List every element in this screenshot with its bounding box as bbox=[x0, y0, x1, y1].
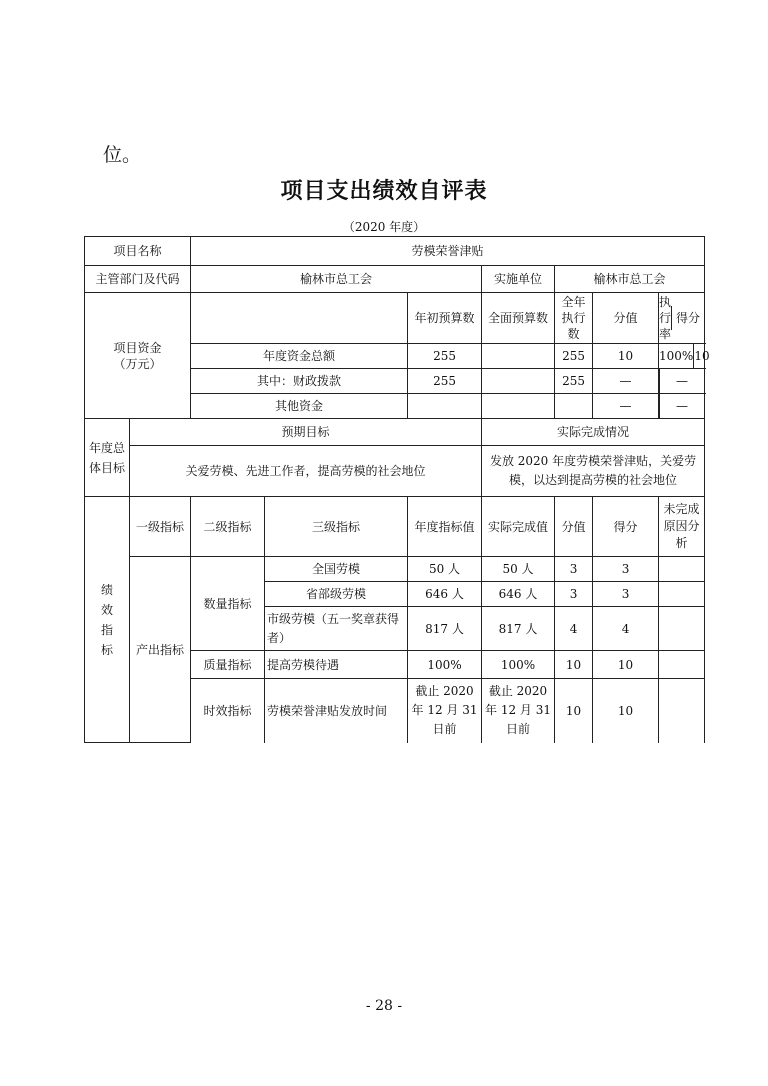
perf-reason bbox=[659, 557, 705, 582]
funds-row-executed: 255 bbox=[555, 369, 593, 394]
funds-row-split bbox=[659, 344, 710, 368]
funds-row-executed bbox=[555, 394, 593, 419]
dept-value: 榆林市总工会 bbox=[191, 266, 482, 293]
perf-score: 4 bbox=[593, 607, 659, 651]
perf-score-value: 3 bbox=[555, 557, 593, 582]
dept-label: 主管部门及代码 bbox=[85, 266, 191, 293]
funds-row-score: 10 bbox=[694, 349, 710, 363]
funds-row-full bbox=[482, 394, 555, 419]
year-label: （2020 年度） bbox=[342, 220, 426, 234]
perf-reason bbox=[659, 582, 705, 607]
performance-table bbox=[84, 236, 710, 743]
impl-label: 实施单位 bbox=[482, 266, 555, 293]
table-row bbox=[85, 557, 705, 582]
funds-header-rate: 执行率 bbox=[659, 295, 672, 341]
lead-text: 位。 bbox=[103, 144, 142, 166]
impl-value: 榆林市总工会 bbox=[555, 266, 705, 293]
funds-row-label: 其中：财政拨款 bbox=[191, 369, 408, 394]
funds-row-full bbox=[482, 369, 555, 394]
project-name-label: 项目名称 bbox=[85, 237, 191, 266]
goal-label: 年度总 体目标 bbox=[85, 419, 130, 497]
project-name-value: 劳模荣誉津贴 bbox=[191, 237, 705, 266]
funds-row-full bbox=[482, 344, 555, 369]
funds-row-label: 其他资金 bbox=[191, 394, 408, 419]
row-dept bbox=[85, 266, 705, 293]
funds-label: 项目资金 （万元） bbox=[85, 293, 191, 419]
funds-row-score: — bbox=[676, 399, 689, 413]
row-project-name bbox=[85, 237, 705, 266]
row-goal-header bbox=[85, 419, 705, 446]
funds-row-score-value: 10 bbox=[593, 344, 659, 369]
perf-score: 10 bbox=[593, 651, 659, 679]
perf-header-actual: 实际完成值 bbox=[482, 497, 555, 557]
perf-header-level3: 三级指标 bbox=[265, 497, 408, 557]
perf-target: 646 人 bbox=[408, 582, 482, 607]
perf-actual: 646 人 bbox=[482, 582, 555, 607]
perf-score: 10 bbox=[593, 679, 659, 743]
perf-target: 截止 2020 年 12 月 31 日前 bbox=[408, 679, 482, 743]
funds-header-full: 全面预算数 bbox=[482, 293, 555, 344]
goal-expected-header: 预期目标 bbox=[130, 419, 482, 446]
perf-header-level1: 一级指标 bbox=[130, 497, 191, 557]
perf-level3: 提高劳模待遇 bbox=[265, 651, 408, 679]
funds-header-initial: 年初预算数 bbox=[408, 293, 482, 344]
row-funds-header bbox=[85, 293, 705, 344]
perf-level3: 市级劳模（五一奖章获得者） bbox=[265, 607, 408, 651]
funds-row-score: — bbox=[676, 374, 689, 388]
perf-score-value: 4 bbox=[555, 607, 593, 651]
funds-header-executed: 全年执行数 bbox=[555, 293, 593, 344]
perf-score: 3 bbox=[593, 557, 659, 582]
timeliness-label: 时效指标 bbox=[191, 679, 265, 743]
perf-level3: 全国劳模 bbox=[265, 557, 408, 582]
funds-row-label: 年度资金总额 bbox=[191, 344, 408, 369]
funds-row-rate-score bbox=[659, 394, 705, 419]
funds-row-score-value: — bbox=[593, 394, 659, 419]
funds-row-executed: 255 bbox=[555, 344, 593, 369]
funds-row-rate-score bbox=[659, 369, 705, 394]
perf-reason bbox=[659, 679, 705, 743]
perf-header-reason: 未完成 原因分 析 bbox=[659, 497, 705, 557]
perf-actual: 截止 2020 年 12 月 31 日前 bbox=[482, 679, 555, 743]
perf-header-level2: 二级指标 bbox=[191, 497, 265, 557]
quantity-label: 数量指标 bbox=[191, 557, 265, 651]
perf-score-value: 10 bbox=[555, 651, 593, 679]
row-goal-content bbox=[85, 446, 705, 497]
row-perf-header bbox=[85, 497, 705, 557]
perf-header-score: 得分 bbox=[593, 497, 659, 557]
perf-target: 100% bbox=[408, 651, 482, 679]
funds-header-blank bbox=[191, 293, 408, 344]
funds-row-initial bbox=[408, 394, 482, 419]
perf-score: 3 bbox=[593, 582, 659, 607]
page-number: - 28 - bbox=[365, 998, 403, 1014]
funds-row-rate-score bbox=[659, 344, 710, 369]
funds-row-initial: 255 bbox=[408, 369, 482, 394]
perf-reason bbox=[659, 607, 705, 651]
funds-row-split bbox=[659, 369, 704, 393]
goal-expected: 关爱劳模、先进工作者，提高劳模的社会地位 bbox=[130, 446, 482, 497]
perf-level3: 劳模荣誉津贴发放时间 bbox=[265, 679, 408, 743]
perf-score-value: 10 bbox=[555, 679, 593, 743]
quality-label: 质量指标 bbox=[191, 651, 265, 679]
funds-header-score-value: 分值 bbox=[593, 293, 659, 344]
funds-row-rate: 100% bbox=[659, 344, 694, 368]
perf-target: 817 人 bbox=[408, 607, 482, 651]
perf-level3: 省部级劳模 bbox=[265, 582, 408, 607]
perf-actual: 100% bbox=[482, 651, 555, 679]
perf-reason bbox=[659, 651, 705, 679]
page-title: 项目支出绩效自评表 bbox=[280, 178, 488, 204]
funds-header-score: 得分 bbox=[676, 311, 701, 325]
goal-actual: 发放 2020 年度劳模荣誉津贴，关爱劳模，以达到提高劳模的社会地位 bbox=[482, 446, 705, 497]
funds-row-split bbox=[659, 394, 704, 418]
funds-header-split bbox=[659, 295, 704, 341]
perf-label: 绩 效 指 标 bbox=[85, 497, 130, 743]
goal-actual-header: 实际完成情况 bbox=[482, 419, 705, 446]
perf-header-target: 年度指标值 bbox=[408, 497, 482, 557]
perf-score-value: 3 bbox=[555, 582, 593, 607]
perf-target: 50 人 bbox=[408, 557, 482, 582]
output-label: 产出指标 bbox=[130, 557, 191, 743]
funds-row-initial: 255 bbox=[408, 344, 482, 369]
perf-actual: 50 人 bbox=[482, 557, 555, 582]
funds-header-rate-score bbox=[659, 293, 705, 344]
perf-header-score-value: 分值 bbox=[555, 497, 593, 557]
perf-actual: 817 人 bbox=[482, 607, 555, 651]
funds-row-score-value: — bbox=[593, 369, 659, 394]
